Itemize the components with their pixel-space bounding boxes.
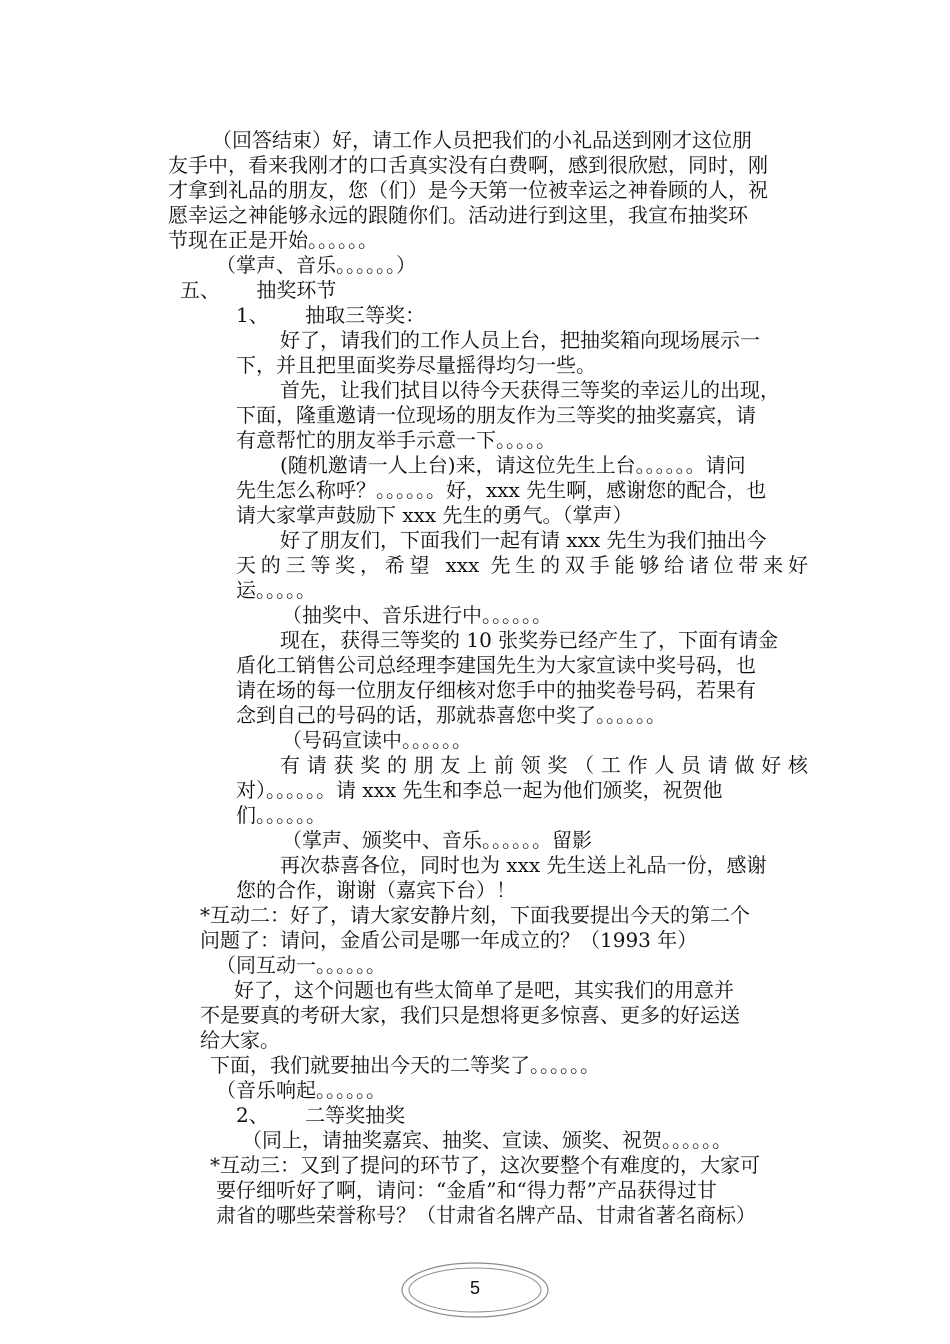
- text-line: 节现在正是开始。。。。。。: [168, 228, 378, 252]
- page-number: 5: [469, 1278, 480, 1298]
- paragraph: 好了，这个问题也有些太简单了是吧，其实我们的用意并 不是要真的考研大家，我们只是想将更多惊喜、更多的好运送 给大家。: [200, 978, 740, 1052]
- heading-text: 抽奖环节: [256, 278, 337, 302]
- paragraph: 首先，让我们拭目以待今天获得三等奖的幸运儿的出现， 下面，隆重邀请一位现场的朋友作为三等奖的抽奖嘉宾，请 有意帮忙的朋友举手示意一下。。。。。: [236, 378, 780, 452]
- paragraph: 再次恭喜各位，同时也为 xxx 先生送上礼品一份，感谢 您的合作，谢谢（嘉宾下台）！: [236, 853, 767, 902]
- subheading-2: [236, 1103, 405, 1128]
- subheading-1: [236, 303, 425, 328]
- stage-direction: （抽奖中、音乐进行中。。。。。。: [282, 603, 552, 627]
- heading-text: 抽取三等奖：: [305, 303, 426, 327]
- text-line: 友手中，看来我刚才的口舌真实没有白费啊，感到很欣慰，同时，刚: [168, 153, 768, 177]
- stage-direction: （同上，请抽奖嘉宾、抽奖、宣读、颁奖、祝贺。。。。。。: [242, 1128, 732, 1152]
- paragraph: 有请获奖的朋友上前领奖（工作人员请做好核 对）。。。。。。请 xxx 先生和李总一起为他们颁奖，祝贺他 们。。。。。。: [236, 753, 808, 827]
- stage-direction: （同互动一。。。。。。: [216, 953, 386, 977]
- interaction-three: *互动三：又到了提问的环节了，这次要整个有难度的，大家可 要仔细听好了啊，请问：“金盾”和“得力帮”产品获得过甘 肃省的哪些荣誉称号？（甘肃省名牌产品、甘肃省著名商标）: [210, 1153, 760, 1227]
- heading-number: 五、: [180, 278, 220, 302]
- text-line: 愿幸运之神能够永远的跟随你们。活动进行到这里，我宣布抽奖环: [168, 203, 748, 227]
- stage-direction: （号码宣读中。。。。。。: [282, 728, 472, 752]
- heading-number: 1、: [236, 303, 269, 327]
- section-heading-5: [180, 278, 336, 303]
- interaction-two: *互动二：好了，请大家安静片刻，下面我要提出今天的第二个 问题了：请问，金盾公司是哪一年成立的？（1993 年）: [200, 903, 750, 952]
- stage-direction: （掌声、颁奖中、音乐。。。。。。留影: [282, 828, 592, 852]
- paragraph: 好了朋友们，下面我们一起有请 xxx 先生为我们抽出今 天的三等奖，希望 xxx 先生的双手能够给诸位带来好 运。。。。。: [236, 528, 808, 602]
- paragraph: 现在，获得三等奖的 10 张奖券已经产生了，下面有请金 盾化工销售公司总经理李建国先生为大家宣读中奖号码，也 请在场的每一位朋友仔细核对您手中的抽奖卷号码，若果有 念到自己的号码的话，那就恭喜您中奖了。。。。。。: [236, 628, 779, 727]
- heading-text: 二等奖抽奖: [305, 1103, 406, 1127]
- heading-number: 2、: [236, 1103, 269, 1127]
- text-line: （回答结束）好，请工作人员把我们的小礼品送到刚才这位朋: [212, 128, 752, 152]
- paragraph: 下面，我们就要抽出今天的二等奖了。。。。。。: [210, 1053, 600, 1077]
- paragraph: (随机邀请一人上台)来，请这位先生上台。。。。。。请问 先生怎么称呼？。。。。。。好，xxx 先生啊，感谢您的配合，也 请大家掌声鼓励下 xxx 先生的勇气。（掌声）: [236, 453, 767, 527]
- text-line: 才拿到礼品的朋友，您（们）是今天第一位被幸运之神眷顾的人，祝: [168, 178, 768, 202]
- stage-direction: （音乐响起。。。。。。: [216, 1078, 386, 1102]
- stage-direction: （掌声、音乐。。。。。。）: [216, 253, 416, 277]
- paragraph: 好了，请我们的工作人员上台，把抽奖箱向现场展示一 下，并且把里面奖券尽量摇得均匀一些。: [236, 328, 760, 377]
- paragraph-answer-end: [168, 128, 808, 253]
